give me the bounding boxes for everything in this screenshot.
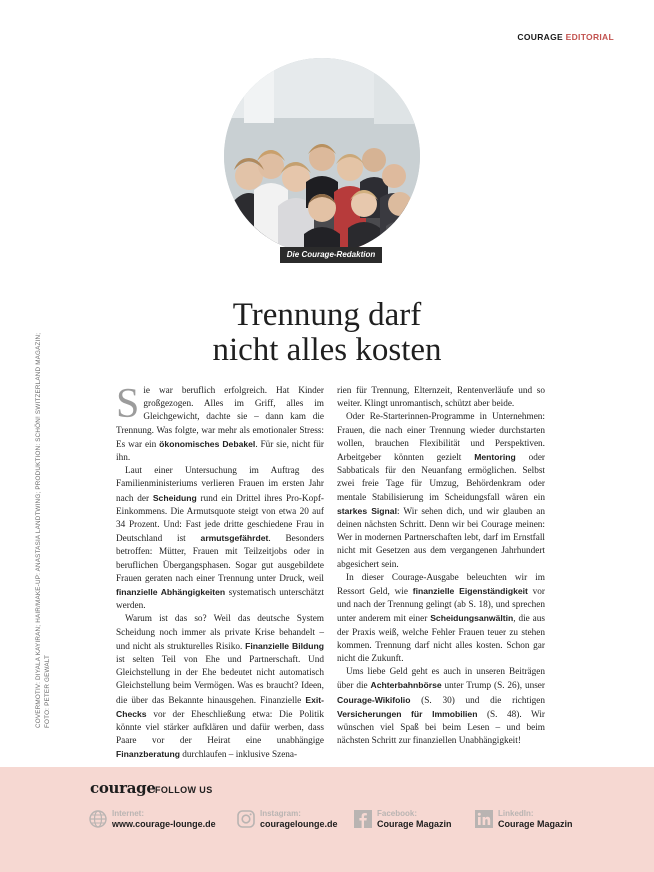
highlight: Exit-Checks: [116, 694, 324, 719]
text: . Besonders betroffen: Mütter, Frauen mit Teilzeitjobs oder in beruflichen Übergangsphasen. Sogar gut ausgebildete Frauen geraten nach einer Trennung unter Druck, weil: [116, 534, 324, 584]
highlight: finanzielle Abhängigkeiten: [116, 587, 226, 598]
text: , die aus der Praxis weiß, welche Fehler Frauen teuer zu stehen kommen. Trennung darf nicht alles kosten. Schon gar nicht die Zukunft.: [337, 614, 546, 665]
text: Oder Re-Starterinnen-Programme in Unternehmen: Frauen, die nach einer Trennung wieder durchstarten wollen, brauchen Flexibilität und Perspektiven. Arbeitgeber könnten gezielt: [337, 412, 545, 464]
text: In dieser Courage-Ausgabe beleuchten wir im Ressort Geld, wie: [337, 572, 545, 598]
headline-line-1: Trennung darf: [232, 297, 422, 333]
article-column-1: [116, 381, 325, 763]
text: vor und nach der Trennung gelingt (ab S. 18), und sprechen unter anderem mit einer: [337, 587, 545, 625]
paragraph: [337, 572, 545, 666]
linkedin-icon: [474, 809, 494, 829]
text: systematisch unterschätzt werden.: [116, 588, 324, 612]
headline-line-2: nicht alles kosten: [212, 332, 442, 368]
social-label: Facebook:: [377, 809, 418, 818]
social-link[interactable]: couragelounge.de: [260, 819, 338, 829]
text: unter Trump (S. 26), unser: [441, 681, 545, 692]
dropcap: S: [116, 381, 140, 427]
article-headline: [120, 298, 534, 368]
text: (S. 30) und die richtigen: [410, 695, 545, 706]
follow-us-label: FOLLOW US: [155, 785, 213, 795]
paragraph: [116, 613, 324, 762]
social-link[interactable]: Courage Magazin: [377, 819, 452, 829]
highlight: Finanzielle Bildung: [245, 640, 324, 651]
paragraph: [337, 666, 545, 748]
highlight: finanzielle Eigenständigkeit: [412, 586, 528, 597]
highlight: Versicherungen für Immobilien: [337, 708, 478, 719]
instagram-icon: [236, 809, 256, 829]
social-label: LinkedIn:: [498, 809, 534, 818]
social-label: Instagram:: [260, 809, 301, 818]
text: durchlaufen – inklusive Szena-: [179, 750, 298, 761]
social-label: Internet:: [112, 809, 144, 818]
highlight: Scheidung: [152, 492, 197, 503]
section-header: [517, 32, 614, 42]
brand-label: COURAGE: [517, 32, 563, 42]
highlight: Achterbahnbörse: [370, 680, 442, 691]
paragraph: [337, 385, 545, 411]
facebook-icon: [353, 809, 373, 829]
text: rien für Trennung, Elternzeit, Rentenverläufe und so weiter. Klingt unromantisch, schützt aber beide.: [337, 386, 545, 410]
social-link[interactable]: www.courage-lounge.de: [112, 819, 216, 829]
highlight: Courage-Wikifolio: [337, 694, 411, 705]
text: ist selten Teil von Ehe und Partnerschaft. Und Gleichstellung in der Ehe bedeutet nicht automatisch Gleichstellung beim Vermögen. Was es braucht? Ideen, die über das Bekannte hinausgehen. Finanzielle: [116, 655, 324, 706]
section-label: EDITORIAL: [565, 32, 614, 42]
highlight: armutsgefährdet: [200, 533, 269, 544]
text: Ums liebe Geld geht es auch in unseren Beiträgen über die: [337, 667, 545, 692]
text: oder Sabbaticals für den Neuanfang ermöglichen. Selbst zwei freie Tage für Umzug, Behördenkram oder mentale Stabilisierung im Scheidungsfall wären ein: [337, 453, 546, 503]
paragraph: [116, 465, 324, 613]
team-photo: [224, 58, 420, 254]
photo-credit-line-1: COVERMOTIV: DIYALA KAYIRAN; HAIR/MAKE-UP: ANASTASIA LANDTWING; PRODUKTION: SCHÖN! SWITZERLAND MAGAZIN;: [35, 332, 42, 728]
highlight: Scheidungsanwältin: [430, 613, 514, 624]
highlight: starkes Signal: [337, 505, 397, 516]
social-link[interactable]: Courage Magazin: [498, 819, 573, 829]
photo-credit-line-2: FOTO: PETER GEWALT: [44, 654, 51, 728]
footer: [0, 767, 654, 872]
highlight: Mentoring: [474, 452, 516, 463]
photo-credit: [34, 278, 52, 728]
text: rund ein Drittel ihres Pro-Kopf-Einkommens. Die Armutsquote steigt von etwa 20 auf 34 Prozent. Und: Fast jede dritte geschiedene Frau in Deutschland ist: [116, 493, 324, 545]
paragraph: [116, 381, 325, 465]
text: vor der Eheschließung etwa: Die Politik könnte viel stärker aufklären und dafür werben, dass Paare vor der Heirat eine unabhängige: [116, 709, 324, 747]
text: Laut einer Untersuchung im Auftrag des Familienministeriums verlieren Frauen im ersten Jahr nach der: [116, 466, 324, 504]
footer-logo: courage: [90, 779, 156, 797]
globe-icon: [88, 809, 108, 829]
text: Warum ist das so? Weil das deutsche System Scheidung noch immer als private Krise behandelt – und nicht als strukturelles Risiko.: [116, 614, 324, 652]
text: (S. 48). Wir wünschen viel Spaß bei beim Lesen – und beim nächsten Schritt zur finanziellen Unabhängigkeit!: [337, 709, 545, 747]
text: : Wir sehen dich, und wir glauben an deinen nächsten Schritt. Denn wir bei Courage meinen: Wer in modernen Partnerschaften lebt, darf im Ernstfall nicht mit Gesetzen aus dem vergangenen Jahrhundert abgesichert sein.: [337, 506, 545, 570]
article-column-2: [337, 385, 545, 748]
paragraph: [337, 411, 545, 571]
highlight: ökonomisches Debakel: [159, 438, 256, 449]
photo-caption: Die Courage-Redaktion: [280, 247, 382, 263]
highlight: Finanzberatung: [116, 749, 180, 760]
text: ie war beruflich erfolgreich. Hat Kinder großgezogen. Alles im Griff, alles im Gleichgewicht, dachte sie – dann kam die Trennung. Was folgte, war mehr als emotionaler Stress: Es war ein: [116, 386, 324, 450]
text: . Für sie, nicht für ihn.: [116, 439, 325, 464]
